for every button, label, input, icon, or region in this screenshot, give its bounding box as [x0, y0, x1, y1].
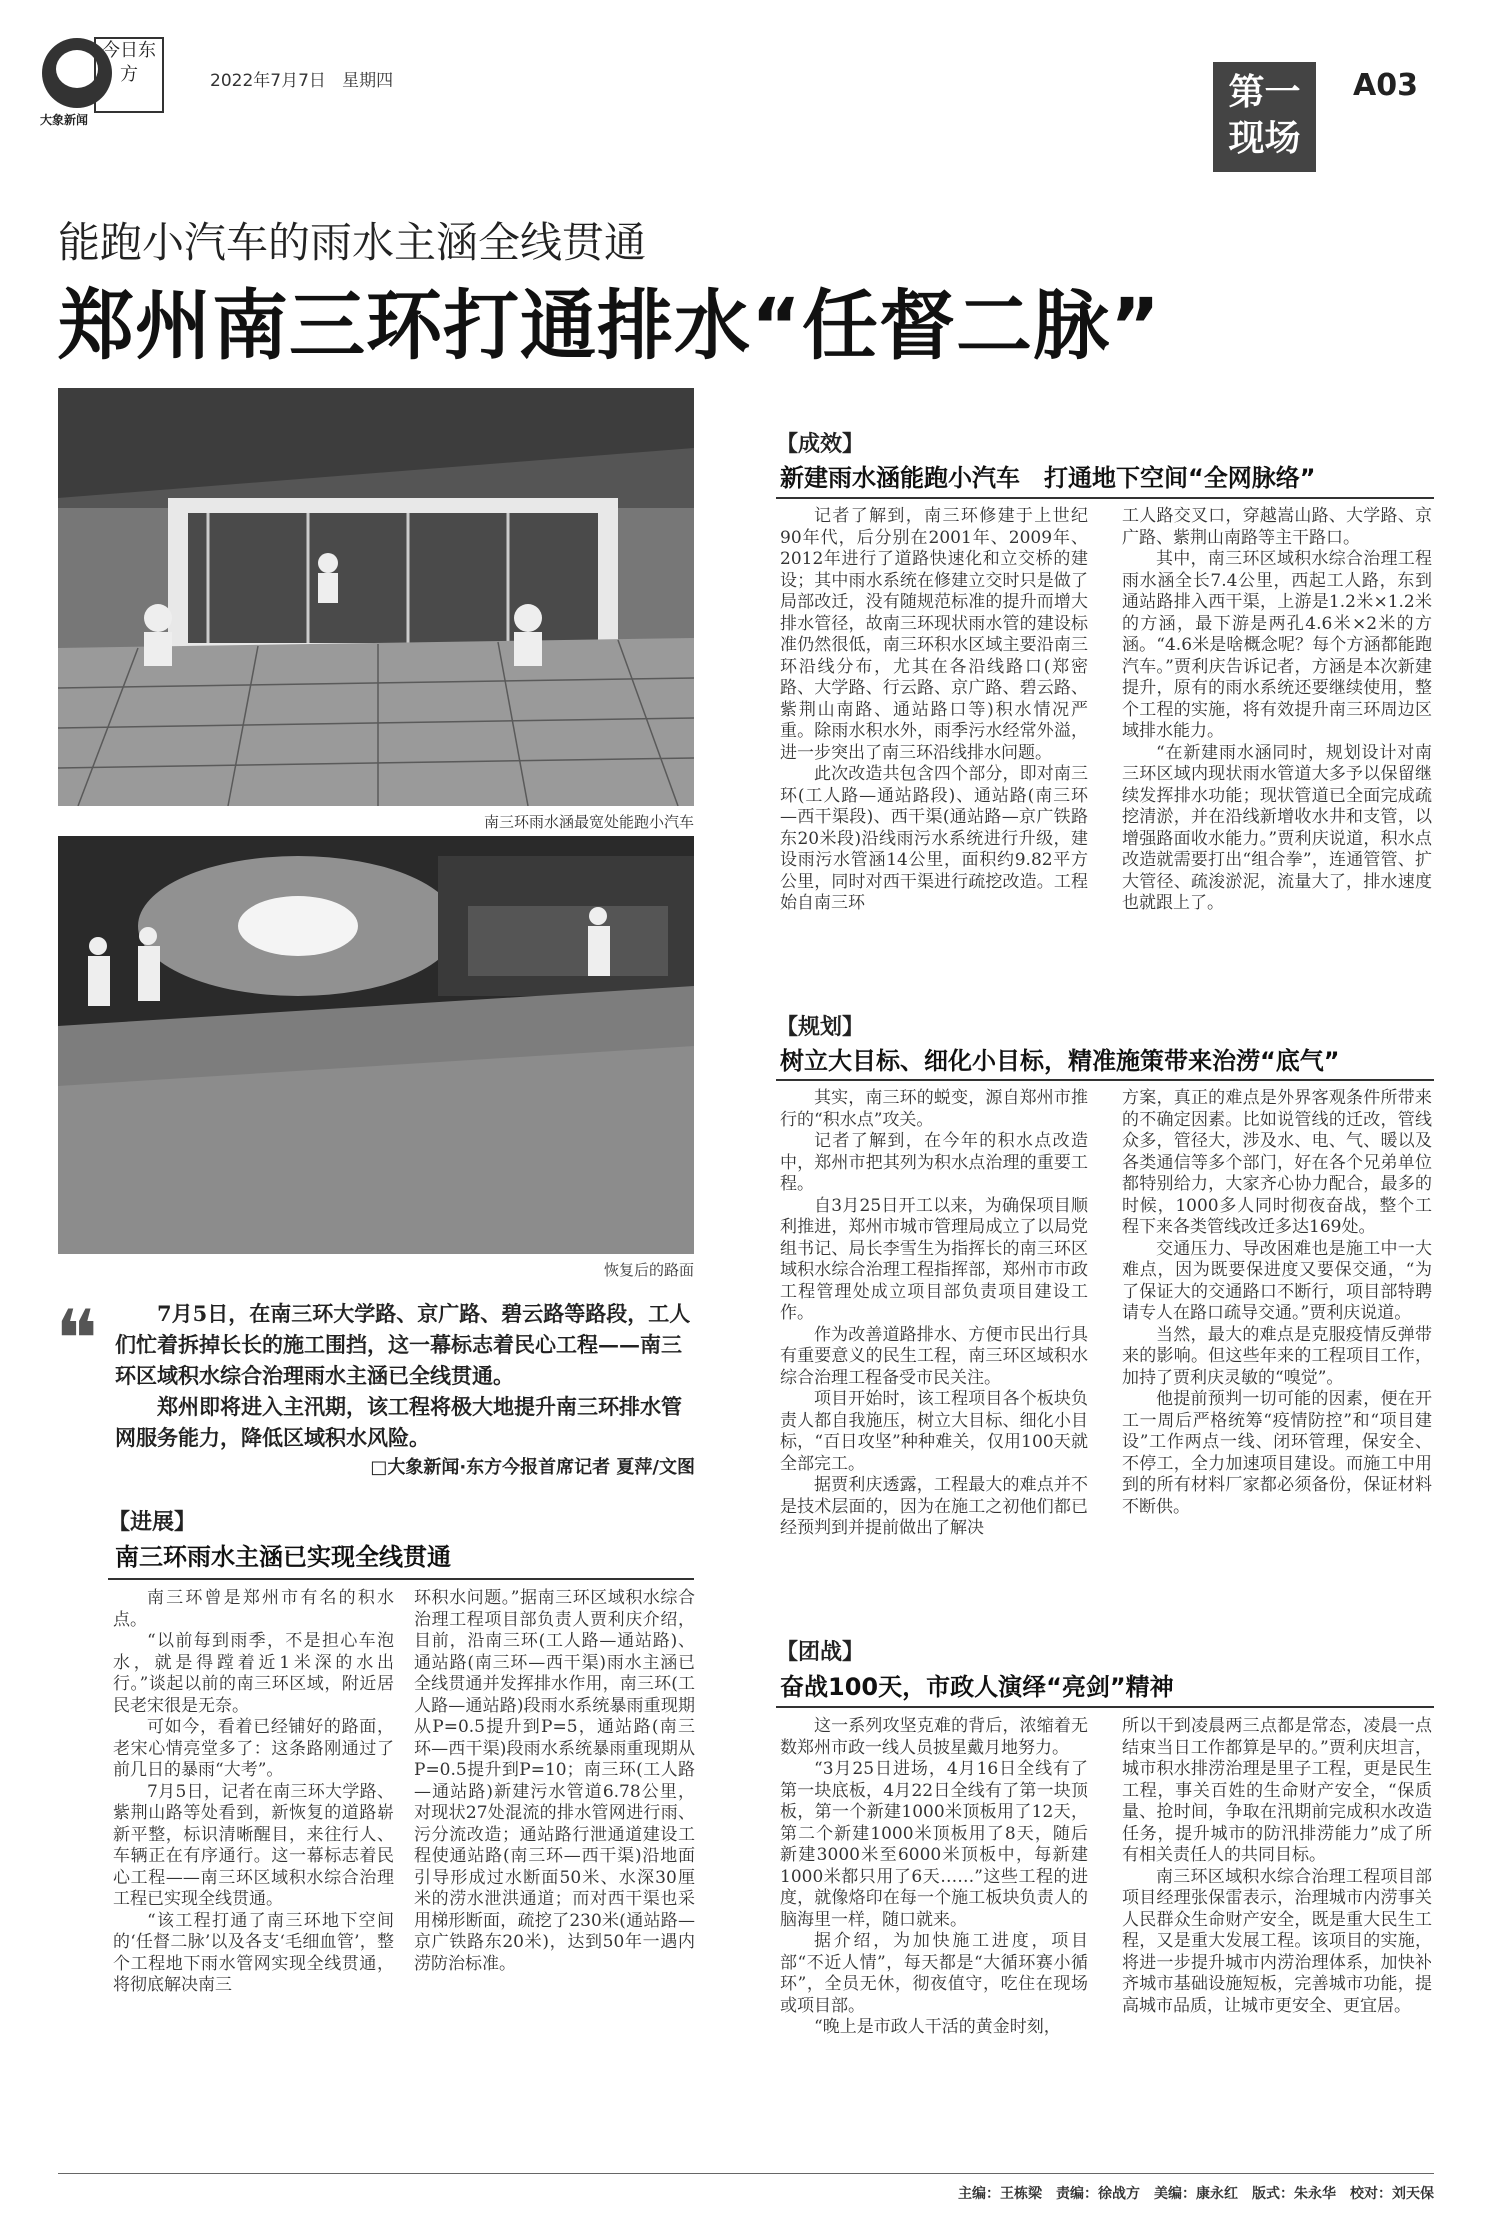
headline-subtitle: 能跑小汽车的雨水主涵全线贯通 — [58, 218, 647, 267]
team-column-2 — [1122, 1716, 1432, 2017]
paragraph: “在新建雨水涵同时，规划设计对南三环区域内现状雨水管道大多予以保留继续发挥排水功能；现状管道已全面完成疏挖清淤，并在沿线新增收水井和支管，以增强路面收水能力。”贾利庆说道，积水点改造就需要打出“组合拳”，连通管管、扩大管径、疏浚淤泥，流量大了，排水速度也就跟上了。 — [1122, 742, 1432, 913]
paragraph: 方案，真正的难点是外界客观条件所带来的不确定因素。比如说管线的迁改，管线众多，管径大，涉及水、电、气、暖以及各类通信等多个部门，好在各个兄弟单位都特别给力，大家齐心协力配合，最多的时候，1000多人同时彻夜奋战，整个工程下来各类管线改迁多达169处。 — [1122, 1088, 1432, 1237]
effect-column-2 — [1122, 506, 1432, 915]
paper-name: 今日东方 — [102, 40, 156, 85]
section-line-2: 现场 — [1228, 118, 1301, 159]
paragraph: 环积水问题。”据南三环区域积水综合治理工程项目部负责人贾利庆介绍，目前，沿南三环(工人路—通站路)、通站路(南三环—西干渠)雨水主涵已全线贯通并发挥排水作用，南三环(工人路—通站路)段雨水系统暴雨重现期从P=0.5提升到P=5，通站路(南三环—西干渠)段雨水系统暴雨重现期从P=0.5提升到P=10；南三环(工人路—通站路)新建污水管道6.78公里，对现状27处混流的排水管网进行雨、污分流改造；通站路行泄通道建设工程使通站路(南三环—西干渠)沿地面引导形成过水断面50米、水深30厘米的涝水泄洪通道；而对西干渠也采用梯形断面，疏挖了230米(通站路—京广铁路东20米)，达到50年一遇内涝防治标准。 — [414, 1588, 695, 1974]
quote-mark-icon: ❝ — [55, 1293, 99, 1386]
byline: □大象新闻·东方今报首席记者 夏萍/文图 — [370, 1457, 695, 1478]
team-column-1 — [780, 1716, 1088, 2039]
paragraph: 他提前预判一切可能的因素，便在开工一周后严格统筹“疫情防控”和“项目建设”工作两点一线、闭环管理，保安全、不停工，全力加速项目建设。而施工中用到的所有材料厂家都必须备份，保证材料不断供。 — [1122, 1389, 1432, 1517]
paragraph: 记者了解到，在今年的积水点改造中，郑州市把其列为积水点治理的重要工程。 — [780, 1131, 1088, 1194]
footer-divider — [58, 2173, 1434, 2174]
section-line-1: 第一 — [1228, 72, 1301, 113]
paragraph: “晚上是市政人干活的黄金时刻， — [814, 2017, 1061, 2037]
paragraph: 南三环区域积水综合治理工程项目部项目经理张保雷表示，治理城市内涝事关人民群众生命财产安全，既是重大民生工程，又是重大发展工程。该项目的实施，将进一步提升城市内涝治理体系，加快补齐城市基础设施短板，完善城市功能，提高城市品质，让城市更安全、更宜居。 — [1122, 1866, 1432, 2016]
paragraph: 交通压力、导改困难也是施工中一大难点，因为既要保进度又要保交通，“为了保证大的交通路口不断行，项目部特聘请专人在路口疏导交通。”贾利庆说道。 — [1122, 1238, 1432, 1323]
effect-column-1 — [780, 506, 1088, 915]
page-number: A03 — [1353, 68, 1418, 103]
paragraph: 这一系列攻坚克难的背后，浓缩着无数郑州市政一线人员披星戴月地努力。 — [780, 1716, 1088, 1758]
photo-caption-top: 南三环雨水涵最宽处能跑小汽车 — [483, 813, 694, 831]
lead-paragraph-2: 郑州即将进入主汛期，该工程将极大地提升南三环排水管网服务能力，降低区域积水风险。 — [115, 1394, 682, 1450]
headline-title: 郑州南三环打通排水“任督二脉” — [58, 281, 1161, 370]
paragraph: 可如今，看着已经铺好的路面，老宋心情亮堂多了：这条路刚通过了前几日的暴雨“大考”。 — [113, 1717, 394, 1780]
section-label — [1213, 62, 1316, 172]
paragraph: 工人路交叉口，穿越嵩山路、大学路、京广路、紫荆山南路等主干路口。 — [1122, 506, 1432, 548]
paragraph: 所以干到凌晨两三点都是常态，凌晨一点结束当日工作都算是早的。”贾利庆坦言，城市积水排涝治理是里子工程，更是民生工程，事关百姓的生命财产安全，“保质量、抢时间，争取在汛期前完成积水改造任务，提升城市的防汛排涝能力”成了所有相关责任人的共同目标。 — [1122, 1716, 1432, 1865]
section-tag-progress: 【进展】 — [108, 1510, 197, 1535]
paragraph: 作为改善道路排水、方便市民出行具有重要意义的民生工程，南三环区域积水综合治理工程备受市民关注。 — [780, 1324, 1088, 1388]
section-title-progress: 南三环雨水主涵已实现全线贯通 — [115, 1543, 451, 1571]
paragraph: 据贾利庆透露，工程最大的难点并不是技术层面的，因为在施工之初他们都已经预判到并提前做出了解决 — [780, 1475, 1088, 1538]
progress-column-2 — [414, 1588, 695, 1975]
divider — [776, 1079, 1434, 1081]
plan-column-2 — [1122, 1088, 1432, 1518]
lead-paragraph-1: 7月5日，在南三环大学路、京广路、碧云路等路段，工人们忙着拆掉长长的施工围挡，这一幕标志着民心工程——南三环区域积水综合治理雨水主涵已全线贯通。 — [115, 1301, 691, 1388]
divider — [776, 1706, 1434, 1708]
paragraph: 自3月25日开工以来，为确保项目顺利推进，郑州市城市管理局成立了以局党组书记、局长李雪生为指挥长的南三环区域积水综合治理工程指挥部，郑州市市政工程管理处成立项目部负责项目建设工作。 — [780, 1195, 1088, 1323]
issue-date — [210, 66, 393, 91]
section-tag-plan: 【规划】 — [776, 1015, 865, 1040]
paragraph: 记者了解到，南三环修建于上世纪90年代，后分别在2001年、2009年、2012年进行了道路快速化和立交桥的建设；其中雨水系统在修建立交时只是做了局部改迁，没有随规范标准的提升而增大排水管径，故南三环现状雨水管的建设标准仍然很低，南三环积水区域主要沿南三环沿线分布，尤其在各沿线路口(郑密路、大学路、行云路、京广路、碧云路、紫荆山南路、通站路口等)积水情况严重。除雨水积水外，雨季污水经常外溢，进一步突出了南三环沿线排水问题。 — [780, 506, 1088, 763]
plan-column-1 — [780, 1088, 1088, 1540]
paragraph: 当然，最大的难点是克服疫情反弹带来的影响。但这些年来的工程项目工作，加持了贾利庆灵敏的“嗅觉”。 — [1122, 1324, 1432, 1388]
paper-name-seal — [94, 37, 164, 113]
paragraph: 其实，南三环的蜕变，源自郑州市推行的“积水点”攻关。 — [780, 1088, 1088, 1130]
section-title-team: 奋战100天，市政人演绎“亮剑”精神 — [780, 1673, 1174, 1701]
paragraph: “3月25日进场，4月16日全线有了第一块底板，4月22日全线有了第一块顶板，第一个新建1000米顶板用了12天，第二个新建1000米顶板用了8天，随后新建3000米至6000米顶板中，每新建1000米都只用了6天……”这些工程的进度，就像烙印在每一个施工板块负责人的脑海里一样，随口就来。 — [780, 1759, 1088, 1930]
lead-block — [115, 1298, 695, 1479]
editor-credits: 主编：王栋梁 责编：徐战方 美编：康永红 版式：朱永华 校对：刘天保 — [958, 2186, 1434, 2202]
paragraph: 此次改造共包含四个部分，即对南三环(工人路—通站路段)、通站路(南三环—西干渠段)、西干渠(通站路—京广铁路东20米段)沿线雨污水系统进行升级，建设雨污水管涵14公里，面积约9.82平方公里，同时对西干渠进行疏挖改造。工程始自南三环 — [780, 764, 1088, 913]
paragraph: 据介绍，为加快施工进度，项目部“不近人情”，每天都是“大循环赛小循环”，全员无休，彻夜值守，吃住在现场或项目部。 — [780, 1931, 1088, 2016]
divider — [776, 497, 1434, 499]
progress-column-1 — [113, 1588, 394, 1997]
logo-text: 大象新闻 — [40, 113, 89, 127]
section-tag-effect: 【成效】 — [776, 432, 865, 457]
section-tag-team: 【团战】 — [776, 1640, 865, 1665]
divider — [108, 1578, 694, 1580]
photo-caption-bottom: 恢复后的路面 — [603, 1261, 694, 1279]
paragraph: 7月5日，记者在南三环大学路、紫荆山路等处看到，新恢复的道路崭新平整，标识清晰醒目，来往行人、车辆正在有序通行。这一幕标志着民心工程——南三环区域积水综合治理工程已实现全线贯通。 — [113, 1781, 394, 1909]
weekday: 星期四 — [342, 71, 394, 91]
paragraph: 其中，南三环区域积水综合治理工程雨水涵全长7.4公里，西起工人路，东到通站路排入西干渠，上游是1.2米×1.2米的方涵，最下游是两孔4.6米×2米的方涵。“4.6米是啥概念呢？每个方涵都能跑汽车。”贾利庆告诉记者，方涵是本次新建提升，原有的雨水系统还要继续使用，整个工程的实施，将有效提升南三环周边区域排水能力。 — [1122, 549, 1432, 741]
paragraph: “以前每到雨季，不是担心车泡水，就是得蹚着近1米深的水出行。”谈起以前的南三环区域，附近居民老宋很是无奈。 — [113, 1631, 394, 1716]
paragraph: “该工程打通了南三环地下空间的‘任督二脉’以及各支‘毛细血管’，整个工程地下雨水管网实现全线贯通，将彻底解决南三 — [113, 1910, 394, 1995]
date: 2022年7月7日 — [210, 71, 326, 91]
paragraph: 南三环曾是郑州市有名的积水点。 — [113, 1588, 394, 1630]
photo-road — [58, 836, 694, 1254]
photo-construction — [58, 388, 694, 806]
paragraph: 项目开始时，该工程项目各个板块负责人都自我施压，树立大目标、细化小目标，“百日攻坚”种种难关，仅用100天就全部完工。 — [780, 1389, 1088, 1474]
section-title-plan: 树立大目标、细化小目标，精准施策带来治涝“底气” — [780, 1047, 1340, 1075]
section-title-effect: 新建雨水涵能跑小汽车 打通地下空间“全网脉络” — [780, 464, 1316, 492]
